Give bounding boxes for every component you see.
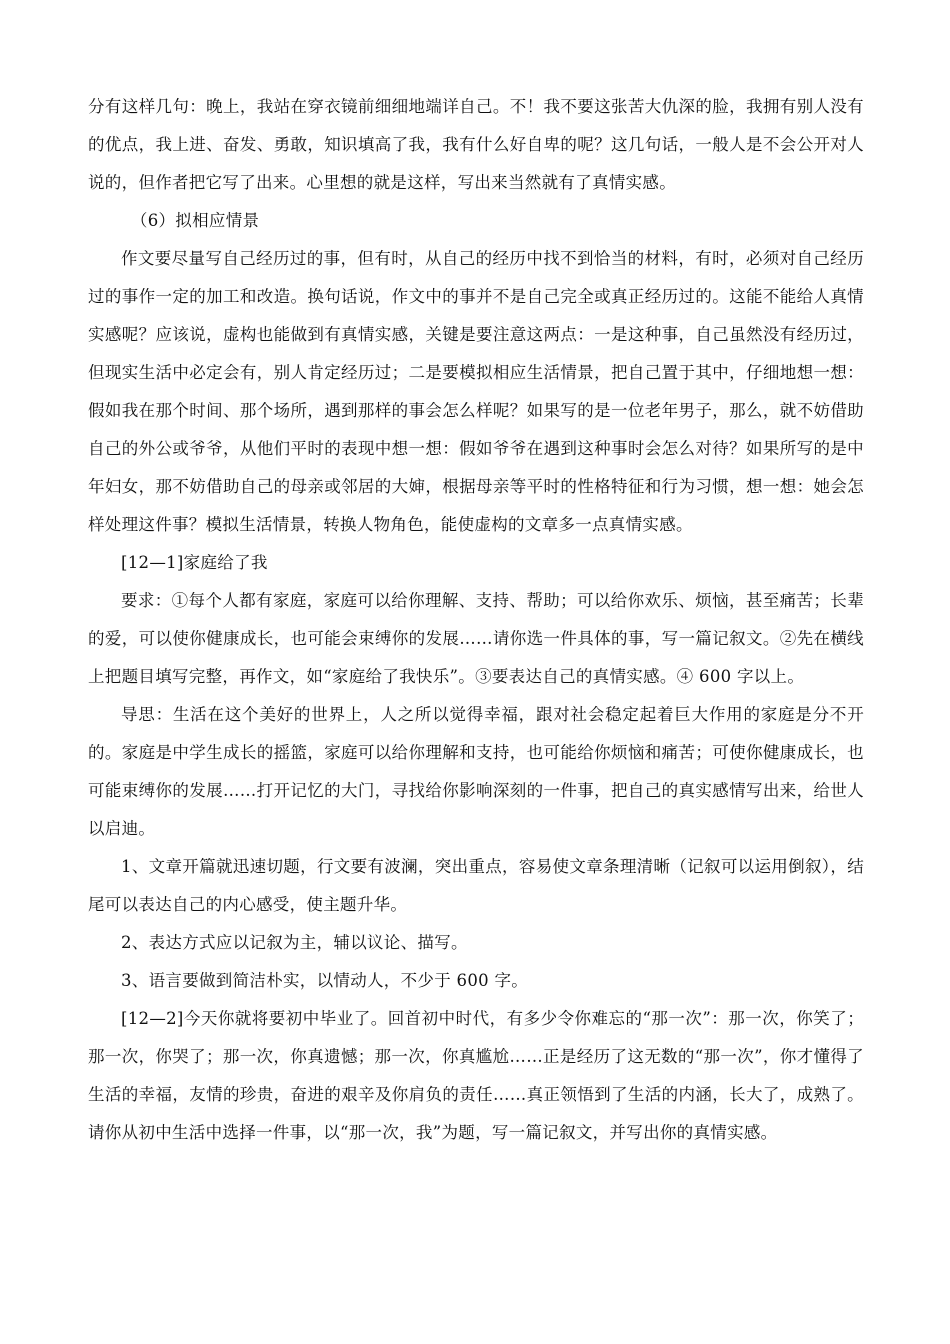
tip-item-1: 1、文章开篇就迅速切题，行文要有波澜，突出重点，容易使文章条理清晰（记叙可以运用倒叙），结尾可以表达自己的内心感受，使主题升华。 [88,857,864,914]
section-heading: （6）拟相应情景 [130,211,260,230]
paragraph-body: 作文要尽量写自己经历过的事，但有时，从自己的经历中找不到恰当的材料，有时，必须对自己经历过的事作一定的加工和改造。换句话说，作文中的事并不是自己完全或真正经历过的。这能不能给人真情实感呢？应该说，虚构也能做到有真情实感，关键是要注意这两点：一是这种事，自己虽然没有经历过，但现实生活中必定会有，别人肯定经历过；二是要模拟相应生活情景，把自己置于其中，仔细地想一想：假如我在那个时间、那个场所，遇到那样的事会怎么样呢？如果写的是一位老年男子，那么，就不妨借助自己的外公或爷爷，从他们平时的表现中想一想：假如爷爷在遇到这种事时会怎么对待？如果所写的是中年妇女，那不妨借助自己的母亲或邻居的大婶，根据母亲等平时的性格特征和行为习惯，想一想：她会怎样处理这件事？模拟生活情景，转换人物角色，能使虚构的文章多一点真情实感。 [88,249,864,534]
exercise-prompt: [12—2]今天你就将要初中毕业了。回首初中时代，有多少令你难忘的“那一次”：那一次，你笑了；那一次，你哭了；那一次，你真遗憾；那一次，你真尴尬……正是经历了这无数的“那一次”，你才懂得了生活的幸福，友情的珍贵，奋进的艰辛及你肩负的责任……真正领悟到了生活的内涵，长大了，成熟了。请你从初中生活中选择一件事，以“那一次，我”为题，写一篇记叙文，并写出你的真情实感。 [88,1009,864,1142]
tip-item-3: 3、语言要做到简洁朴实，以情动人，不少于 600 字。 [121,971,529,990]
exercise-title: [12—1]家庭给了我 [121,553,268,572]
exercise-guidance: 导思：生活在这个美好的世界上，人之所以觉得幸福，跟对社会稳定起着巨大作用的家庭是分不开的。家庭是中学生成长的摇篮，家庭可以给你理解和支持，也可能给你烦恼和痛苦；可使你健康成长，也可能束缚你的发展……打开记忆的大门，寻找给你影响深刻的一件事，把自己的真实感情写出来，给世人以启迪。 [88,705,864,838]
exercise-requirements: 要求：①每个人都有家庭，家庭可以给你理解、支持、帮助；可以给你欢乐、烦恼，甚至痛苦；长辈的爱，可以使你健康成长，也可能会束缚你的发展……请你选一件具体的事，写一篇记叙文。②先在横线上把题目填写完整，再作文，如“家庭给了我快乐”。③要表达自己的真情实感。④ 600 字以上。 [88,591,864,686]
paragraph-continuation: 分有这样几句：晚上，我站在穿衣镜前细细地端详自己。不！我不要这张苦大仇深的脸，我拥有别人没有的优点，我上进、奋发、勇敢，知识填高了我，我有什么好自卑的呢？这几句话，一般人是不会公开对人说的，但作者把它写了出来。心里想的就是这样，写出来当然就有了真情实感。 [88,97,864,192]
document-body [88,88,864,1152]
tip-item-2: 2、表达方式应以记叙为主，辅以议论、描写。 [121,933,468,952]
